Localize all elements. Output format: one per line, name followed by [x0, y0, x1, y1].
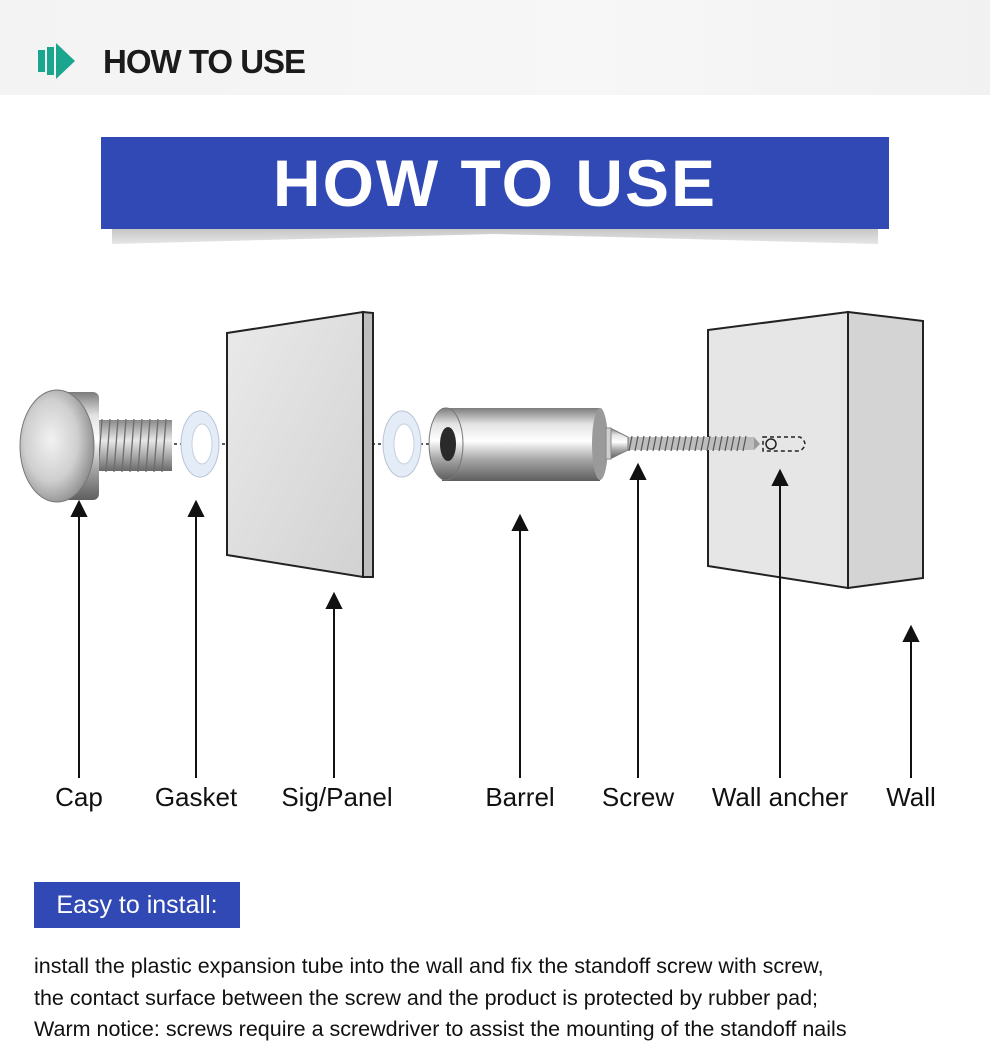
- label-wall-anchor: Wall ancher: [711, 782, 849, 812]
- description-line: install the plastic expansion tube into the wall and fix the standoff screw with screw,: [34, 954, 824, 978]
- banner-title: HOW TO USE: [272, 146, 718, 220]
- description-line: the contact surface between the screw and the product is protected by rubber pad;: [34, 985, 819, 1010]
- label-wall: Wall: [886, 782, 936, 812]
- label-gasket: Gasket: [154, 782, 238, 812]
- header-title: HOW TO USE: [103, 43, 306, 80]
- description-line: Warm notice: screws require a screwdriver to assist the mounting of the standoff nails: [34, 1017, 847, 1041]
- gasket-right-shape: [383, 411, 421, 477]
- label-panel: Sig/Panel: [281, 782, 393, 812]
- label-barrel: Barrel: [485, 782, 555, 812]
- label-screw: Screw: [601, 782, 675, 812]
- cap-shape: [20, 390, 172, 502]
- how-to-use-banner: [101, 137, 889, 229]
- panel-shape: [227, 312, 373, 577]
- label-cap: Cap: [55, 782, 103, 812]
- install-badge: [34, 882, 240, 928]
- speaker-icon: [38, 41, 76, 81]
- standoff-exploded-diagram: [0, 250, 990, 850]
- barrel-shape: [429, 408, 608, 481]
- install-title: Easy to install:: [56, 891, 218, 919]
- gasket-left-shape: [181, 411, 219, 477]
- top-header-bar: [0, 0, 990, 95]
- install-description: [34, 951, 984, 1046]
